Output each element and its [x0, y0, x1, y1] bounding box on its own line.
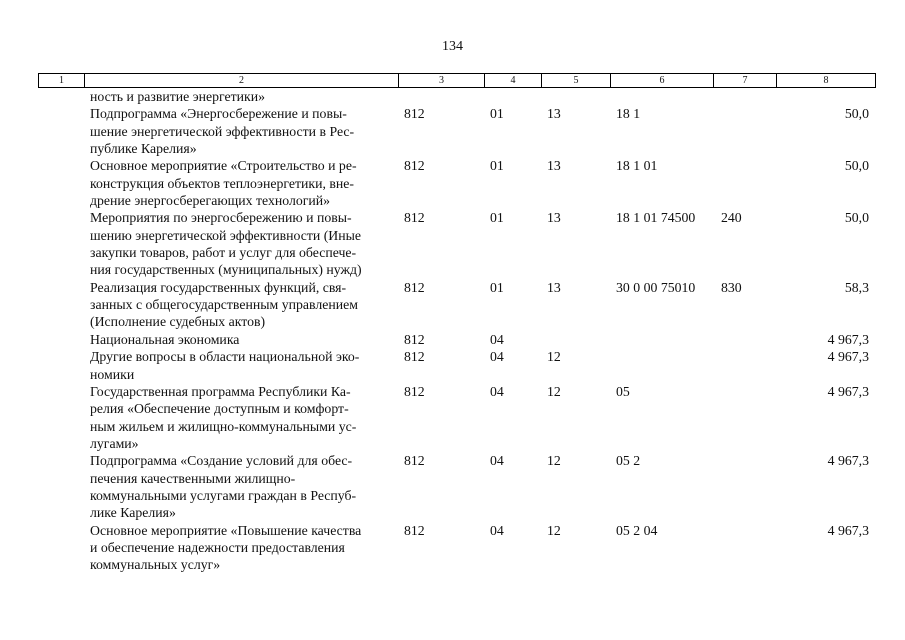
- table-row: [38, 105, 876, 157]
- header-col-7: 7: [713, 73, 776, 88]
- col5-cell: [541, 331, 610, 348]
- col6-cell: 05: [616, 383, 630, 399]
- col5-cell: 12: [547, 383, 561, 399]
- col7-cell: [713, 348, 776, 383]
- col3-cell: 812: [404, 331, 425, 347]
- col5-cell: 13: [547, 279, 561, 295]
- description-line: лугами»: [90, 435, 139, 451]
- description-cell: [84, 348, 398, 383]
- col6-cell: [610, 331, 713, 348]
- col7-cell: [713, 383, 776, 452]
- amount-cell: 4 967,3: [827, 522, 869, 538]
- col7-cell: [713, 452, 776, 521]
- description-line: Национальная экономика: [90, 331, 240, 347]
- description-line: Мероприятия по энергосбережению и повы-: [90, 210, 352, 226]
- col4-cell: 01: [490, 279, 504, 295]
- col1-cell: [38, 383, 84, 452]
- amount-cell: 50,0: [844, 106, 869, 122]
- col3-cell: 812: [404, 210, 425, 226]
- amount-cell: 4 967,3: [827, 331, 869, 347]
- col1-cell: [38, 348, 84, 383]
- description-line: печения качественными жилищно-: [90, 470, 296, 486]
- description-cell: [84, 209, 398, 278]
- table-row: [38, 88, 876, 105]
- description-line: коммунальных услуг»: [90, 557, 221, 573]
- amount-cell: [776, 88, 876, 105]
- amount-cell: 4 967,3: [827, 453, 869, 469]
- description-line: Основное мероприятие «Повышение качества: [90, 522, 362, 538]
- amount-cell: 4 967,3: [827, 349, 869, 365]
- col4-cell: 04: [490, 331, 504, 347]
- col1-cell: [38, 522, 84, 574]
- description-line: Подпрограмма «Создание условий для обес-: [90, 453, 353, 469]
- col3-cell: 812: [404, 522, 425, 538]
- description-cell: [84, 522, 398, 574]
- col7-cell: 240: [721, 210, 742, 226]
- budget-table: [38, 73, 876, 574]
- col5-cell: 12: [547, 522, 561, 538]
- table-row: [38, 279, 876, 331]
- description-line: Реализация государственных функций, свя-: [90, 279, 347, 295]
- description-line: (Исполнение судебных актов): [90, 314, 266, 330]
- col5-cell: 12: [547, 349, 561, 365]
- col3-cell: 812: [404, 383, 425, 399]
- col6-cell: 18 1: [616, 106, 641, 122]
- col6-cell: [610, 88, 713, 105]
- description-line: коммунальными услугами граждан в Респуб-: [90, 487, 357, 503]
- description-cell: [84, 88, 398, 105]
- description-line: шение энергетической эффективности в Рес-: [90, 123, 355, 139]
- col4-cell: 01: [490, 210, 504, 226]
- description-line: закупки товаров, работ и услуг для обеспече-: [90, 245, 357, 261]
- description-line: Подпрограмма «Энергосбережение и повы-: [90, 106, 347, 122]
- col7-cell: [713, 88, 776, 105]
- amount-cell: 50,0: [844, 158, 869, 174]
- description-cell: [84, 157, 398, 209]
- table-header-row: [38, 73, 876, 88]
- col3-cell: 812: [404, 349, 425, 365]
- col5-cell: 13: [547, 106, 561, 122]
- col1-cell: [38, 209, 84, 278]
- amount-cell: 58,3: [844, 279, 869, 295]
- description-line: лике Карелия»: [90, 505, 176, 521]
- description-line: релия «Обеспечение доступным и комфорт-: [90, 401, 349, 417]
- col3-cell: 812: [404, 279, 425, 295]
- col4-cell: 04: [490, 522, 504, 538]
- table-row: [38, 157, 876, 209]
- col6-cell: 18 1 01 74500: [616, 210, 696, 226]
- description-line: Основное мероприятие «Строительство и ре-: [90, 158, 357, 174]
- description-line: занных с общегосударственным управлением: [90, 297, 358, 313]
- col5-cell: 12: [547, 453, 561, 469]
- col1-cell: [38, 157, 84, 209]
- header-col-6: 6: [610, 73, 713, 88]
- col1-cell: [38, 88, 84, 105]
- amount-cell: 50,0: [844, 210, 869, 226]
- table-row: [38, 209, 876, 278]
- col3-cell: 812: [404, 453, 425, 469]
- description-cell: [84, 279, 398, 331]
- col7-cell: [713, 331, 776, 348]
- description-line: конструкция объектов теплоэнергетики, вне-: [90, 175, 354, 191]
- description-cell: [84, 105, 398, 157]
- col6-cell: 05 2 04: [616, 522, 658, 538]
- header-col-1: 1: [38, 73, 84, 88]
- col4-cell: [484, 88, 541, 105]
- table-row: [38, 383, 876, 452]
- col6-cell: 30 0 00 75010: [616, 279, 696, 295]
- col4-cell: 01: [490, 106, 504, 122]
- col4-cell: 04: [490, 349, 504, 365]
- col5-cell: 13: [547, 158, 561, 174]
- header-col-5: 5: [541, 73, 610, 88]
- col7-cell: [713, 522, 776, 574]
- col7-cell: [713, 105, 776, 157]
- col1-cell: [38, 279, 84, 331]
- description-line: ния государственных (муниципальных) нужд): [90, 262, 362, 278]
- col1-cell: [38, 452, 84, 521]
- col1-cell: [38, 331, 84, 348]
- header-col-2: 2: [84, 73, 398, 88]
- col6-cell: 05 2: [616, 453, 641, 469]
- description-cell: [84, 452, 398, 521]
- description-line: дрение энергосберегающих технологий»: [90, 193, 331, 209]
- col1-cell: [38, 105, 84, 157]
- description-line: ность и развитие энергетики»: [90, 89, 266, 104]
- description-line: ным жильем и жилищно-коммунальными ус-: [90, 418, 357, 434]
- description-line: публике Карелия»: [90, 141, 197, 157]
- col6-cell: [610, 348, 713, 383]
- description-line: шению энергетической эффективности (Иные: [90, 227, 362, 243]
- col5-cell: [541, 88, 610, 105]
- description-line: Государственная программа Республики Ка-: [90, 383, 351, 399]
- col4-cell: 01: [490, 158, 504, 174]
- header-col-8: 8: [776, 73, 876, 88]
- col7-cell: 830: [721, 279, 742, 295]
- col3-cell: [398, 88, 484, 105]
- description-cell: [84, 383, 398, 452]
- col4-cell: 04: [490, 383, 504, 399]
- table-row: [38, 522, 876, 574]
- table-row: [38, 331, 876, 348]
- page-number: 134: [442, 39, 463, 54]
- col4-cell: 04: [490, 453, 504, 469]
- col3-cell: 812: [404, 106, 425, 122]
- description-cell: [84, 331, 398, 348]
- table-row: [38, 348, 876, 383]
- amount-cell: 4 967,3: [827, 383, 869, 399]
- col6-cell: 18 1 01: [616, 158, 658, 174]
- table-row: [38, 452, 876, 521]
- col3-cell: 812: [404, 158, 425, 174]
- col7-cell: [713, 157, 776, 209]
- description-line: номики: [90, 366, 135, 382]
- header-col-4: 4: [484, 73, 541, 88]
- col5-cell: 13: [547, 210, 561, 226]
- description-line: и обеспечение надежности предоставления: [90, 539, 345, 555]
- description-line: Другие вопросы в области национальной эко-: [90, 349, 360, 365]
- header-col-3: 3: [398, 73, 484, 88]
